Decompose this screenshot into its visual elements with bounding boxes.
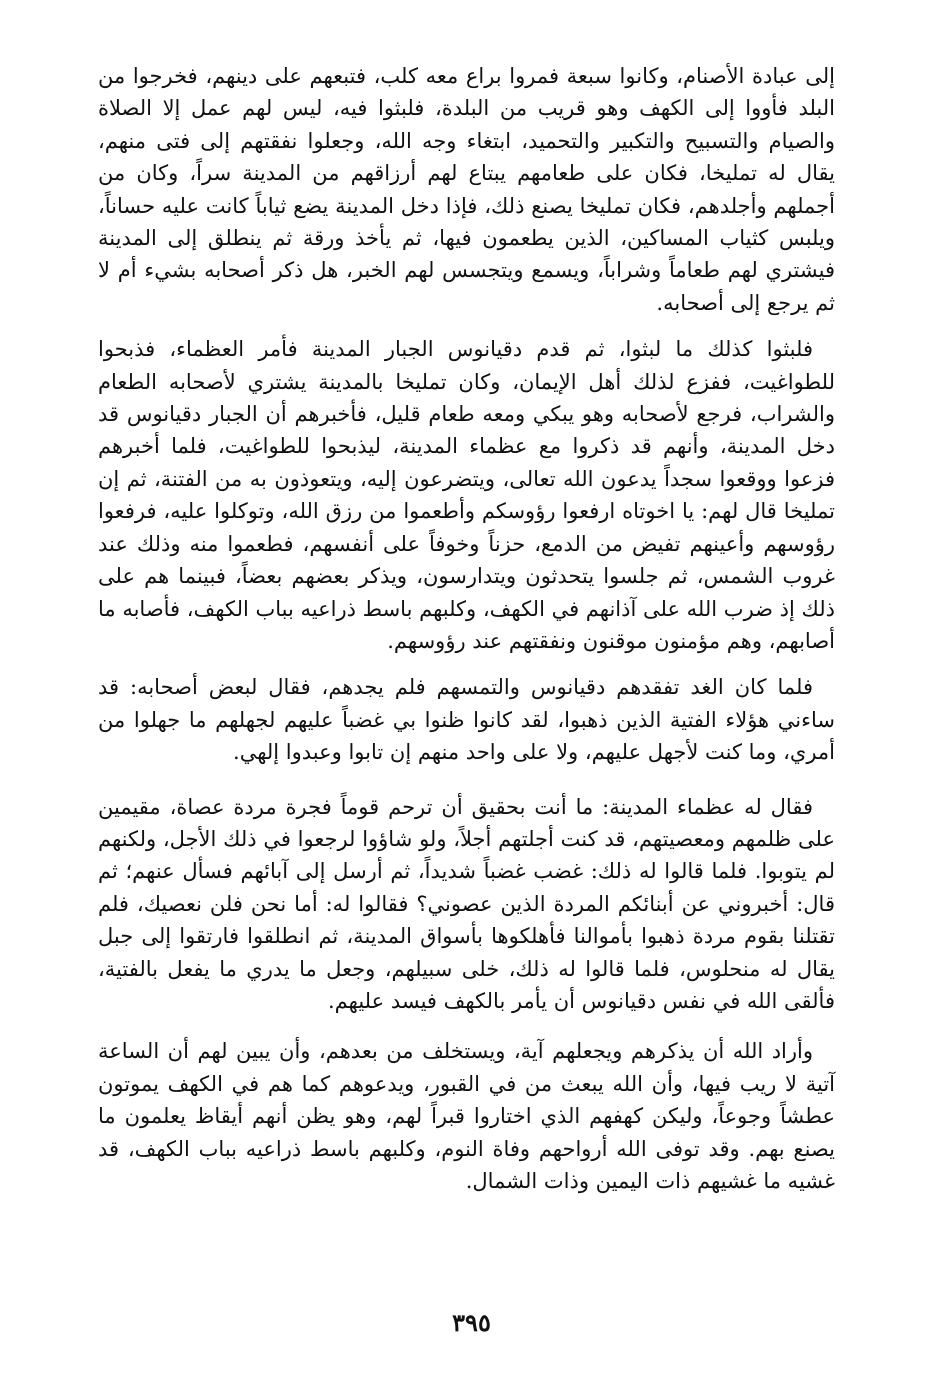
paragraph-5: وأراد الله أن يذكرهم ويجعلهم آية، ويستخلف من بعدهم، وأن يبين لهم أن الساعة آتية لا ريب فيها، وأن الله يبعث من في القبور، ويدعوهم كما هم في الكهف يموتون عطشاً وجوعاً، وليكن كهفهم الذي اختاروا قبراً لهم، وهو يظن أنهم أيقاظ يعلمون ما يصنع بهم. وقد توفى الله أرواحهم وفاة النوم، وكلبهم باسط ذراعيه بباب الكهف، قد غشيه ما غشيهم ذات اليمين وذات الشمال. (98, 1039, 835, 1193)
paragraph-2: فلبثوا كذلك ما لبثوا، ثم قدم دقيانوس الجبار المدينة فأمر العظماء، فذبحوا للطواغيت، ففزع لذلك أهل الإيمان، وكان تمليخا بالمدينة يشتري لأصحابه الطعام والشراب، فرجع لأصحابه وهو يبكي ومعه طعام قليل، فأخبرهم أن الجبار دقيانوس قد دخل المدينة، وأنهم قد ذكروا مع عظماء المدينة، ليذبحوا للطواغيت، فلما أخبرهم فزعوا ووقعوا سجداً يدعون الله تعالى، ويتضرعون إليه، ويتعوذون به من الفتنة، ثم إن تمليخا قال لهم: يا اخوتاه ارفعوا رؤوسكم وأطعموا من رزق الله، وتوكلوا عليه، فرفعوا رؤوسهم وأعينهم تفيض من الدمع، حزناً وخوفاً على أنفسهم، فطعموا منه وذلك عند غروب الشمس، ثم جلسوا يتحدثون ويتدارسون، ويذكر بعضهم بعضاً، فبينما هم على ذلك إذ ضرب الله على آذانهم في الكهف، وكلبهم باسط ذراعيه بباب الكهف، فأصابه ما أصابهم، وهم مؤمنون موقنون ونفقتهم عند رؤوسهم. (98, 337, 835, 653)
paragraph-4: فقال له عظماء المدينة: ما أنت بحقيق أن ترحم قوماً فجرة مردة عصاة، مقيمين على ظلمهم ومعصيتهم، قد كنت أجلتهم أجلاً، ولو شاؤوا لرجعوا في ذلك الأجل، ولكنهم لم يتوبوا. فلما قالوا له ذلك: غضب غضباً شديداً، ثم أرسل إلى آبائهم فسأل عنهم؛ ثم قال: أخبروني عن أبنائكم المردة الذين عصوني؟ فقالوا له: أما نحن فلن نعصيك، فلم تقتلنا بقوم مردة ذهبوا بأموالنا فأهلكوها بأسواق المدينة، ثم انطلقوا فارتقوا إلى جبل يقال له منحلوس، فلما قالوا له ذلك، خلى سبيلهم، وجعل ما يدري ما يفعل بالفتية، فألقى الله في نفس دقيانوس أن يأمر بالكهف فيسد عليهم. (98, 794, 835, 1013)
paragraph-3: فلما كان الغد تفقدهم دقيانوس والتمسهم فلم يجدهم، فقال لبعض أصحابه: قد ساءني هؤلاء الفتية الذين ذهبوا، لقد كانوا ظنوا بي غضباً عليهم لجهلهم ما جهلوا من أمري، وما كنت لأجهل عليهم، ولا على واحد منهم إن تابوا وعبدوا إلهي. (98, 675, 835, 765)
page-number: ٣٩٥ (452, 1308, 491, 1337)
paragraph-1: إلى عبادة الأصنام، وكانوا سبعة فمروا براع معه كلب، فتبعهم على دينهم، فخرجوا من البلد فأووا إلى الكهف وهو قريب من البلدة، فلبثوا فيه، ليس لهم عمل إلا الصلاة والصيام والتسبيح والتكبير والتحميد، ابتغاء وجه الله، وجعلوا نفقتهم إلى فتى منهم، يقال له تمليخا، فكان على طعامهم يبتاع لهم أرزاقهم من المدينة سراً، وكان من أجملهم وأجلدهم، فكان تمليخا يصنع ذلك، فإذا دخل المدينة يضع ثياباً كانت عليه حساناً، ويلبس كثياب المساكين، الذين يطعمون فيها، ثم يأخذ ورقة ثم ينطلق إلى المدينة فيشتري لهم طعاماً وشراباً، ويسمع ويتجسس لهم الخبر، هل ذكر أصحابه بشيء أم لا ثم يرجع إلى أصحابه. (98, 64, 835, 315)
